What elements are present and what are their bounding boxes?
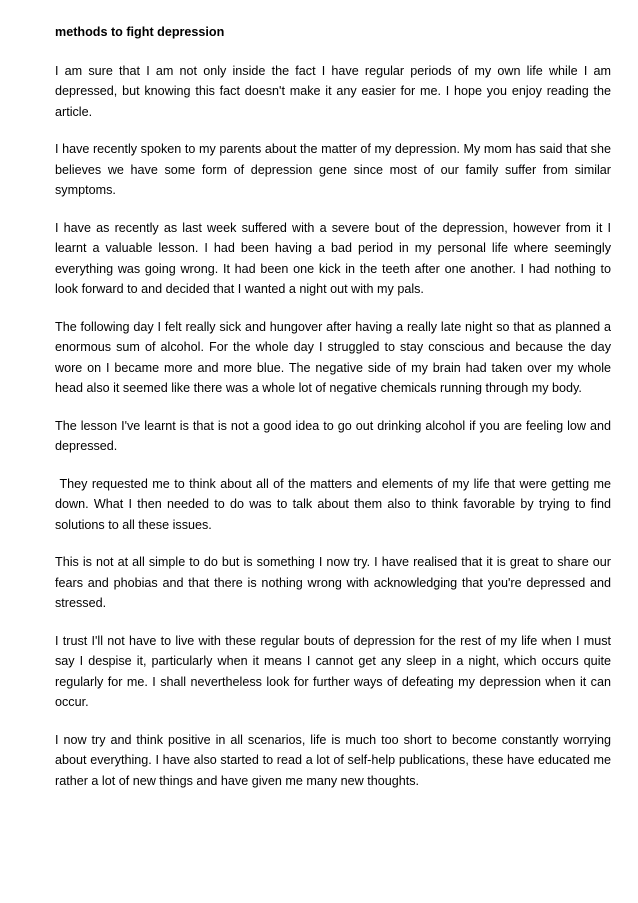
paragraph-3: I have as recently as last week suffered with a severe bout of the depression, however from it I learnt a valuable lesson. I had been having a bad period in my personal life where seemingly everything was going wrong. It had been one kick in the teeth after one another. I had nothing to look forward to and decided that I wanted a night out with my pals. [55, 220, 611, 296]
paragraph-2: I have recently spoken to my parents about the matter of my depression. My mom has said that she believes we have some form of depression gene since most of our family suffer from similar symptoms. [55, 142, 611, 197]
paragraph-1: I am sure that I am not only inside the fact I have regular periods of my own life while I am depressed, but knowing this fact doesn't make it any easier for me. I hope you enjoy reading the article. [55, 63, 611, 119]
paragraph-6: They requested me to think about all of the matters and elements of my life that were getting me down. What I then needed to do was to talk about them also to think favorable by trying to find solutions to all these issues. [55, 476, 615, 532]
paragraph-8: I trust I'll not have to live with these regular bouts of depression for the rest of my life when I must say I despise it, particularly when it means I cannot get any sleep in a night, which occurs quite regularly for me. I shall nevertheless look for further ways of defeating my depression when it can occur. [55, 633, 611, 709]
document-page [55, 22, 615, 808]
paragraph-5: The lesson I've learnt is that is not a good idea to go out drinking alcohol if you are feeling low and depressed. [55, 418, 611, 453]
document-title: methods to fight depression [55, 25, 225, 39]
paragraph-4: The following day I felt really sick and hungover after having a really late night so that as planned a enormous sum of alcohol. For the whole day I struggled to stay conscious and because the day wore on I became more and more blue. The negative side of my brain had taken over my whole head also it seemed like there was a whole lot of negative chemicals running through my body. [55, 319, 611, 395]
paragraph-7: This is not at all simple to do but is something I now try. I have realised that it is great to share our fears and phobias and that there is nothing wrong with acknowledging that you're depressed and stressed. [55, 555, 611, 610]
paragraph-9: I now try and think positive in all scenarios, life is much too short to become constantly worrying about everything. I have also started to read a lot of self-help publications, these have educated me rather a lot of new things and have given me many new thoughts. [55, 732, 611, 788]
